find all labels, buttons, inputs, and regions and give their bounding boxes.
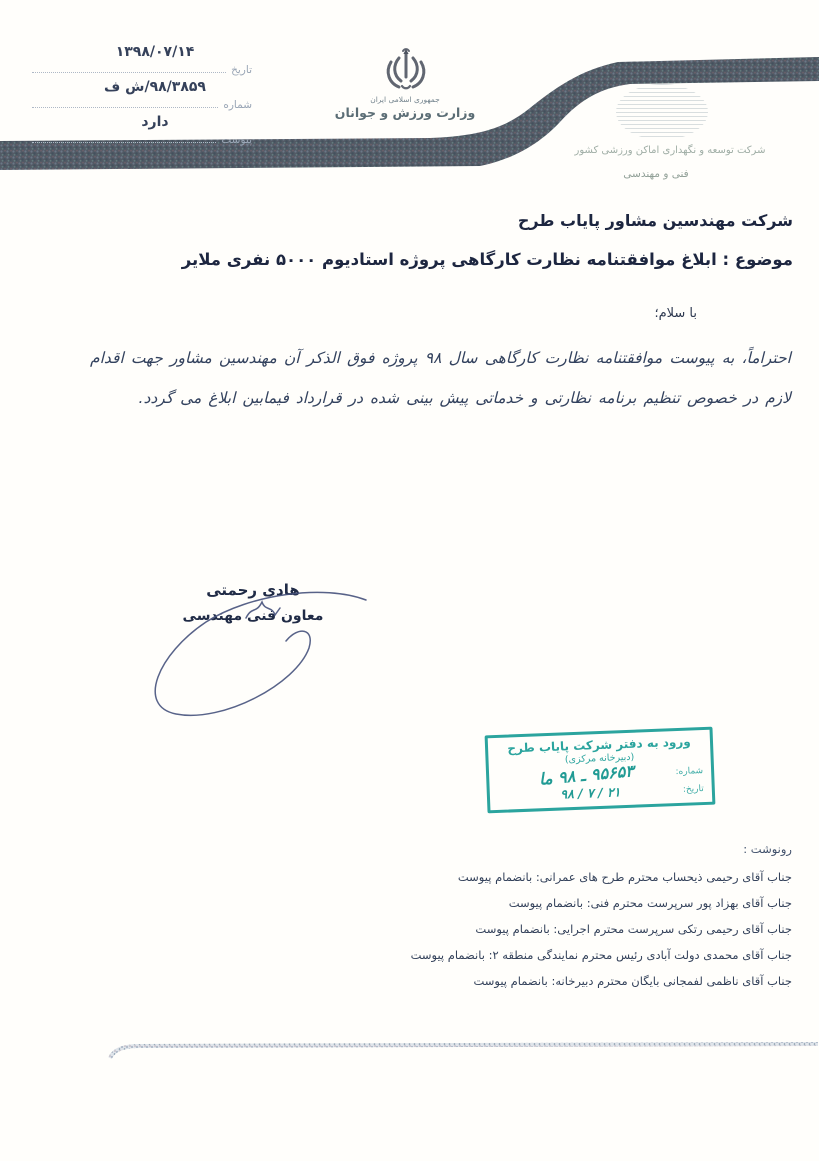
stamp-subtitle: (دبیرخانه مرکزی): [564, 751, 635, 766]
cc-item: جناب آقای ناظمی لفمجانی بایگان محترم دبیرخانه: بانضمام پیوست: [473, 974, 792, 988]
receipt-stamp: [485, 727, 716, 814]
letter-body: احتراماً، به پیوست موافقتنامه نظارت کارگاهی سال ۹۸ پروژه فوق الذکر آن مهندسین مشاور جهت اقدام لازم در خصوص تنظیم برنامه نظارتی و خدماتی پیش بینی شده در قرارداد فیمابین ابلاغ می گردد.: [90, 349, 791, 407]
handwritten-signature-icon: [128, 584, 378, 724]
company-name-line: شرکت توسعه و نگهداری اماکن ورزشی کشور: [574, 145, 766, 156]
stamp-date-value: ۲۱ / ۷ / ۹۸: [560, 784, 621, 802]
department-line: فنی و مهندسی: [623, 168, 689, 180]
company-logo-watermark: [616, 84, 708, 140]
meta-attachment-row: [32, 112, 252, 146]
stamp-date-label: تاریخ:: [682, 783, 704, 795]
attachment-value: دارد: [141, 114, 169, 130]
republic-caption: جمهوری اسلامی ایران: [370, 95, 440, 104]
stamp-number-value: ۹۵۶۵۳ ـ ۹۸ ما: [538, 761, 635, 789]
cc-item: جناب آقای محمدی دولت آبادی رئیس محترم نمایندگی منطقه ۲: بانضمام پیوست: [410, 948, 792, 962]
signer-name: هادی رحمتی: [206, 581, 300, 599]
footer-rule: [106, 1040, 819, 1062]
signer-title: معاون فنی مهندسی: [182, 608, 324, 624]
cc-item: جناب آقای رحیمی رتکی سرپرست محترم اجرایی: بانضمام پیوست: [475, 922, 792, 936]
number-label: شماره: [223, 99, 252, 111]
addressee-line: شرکت مهندسین مشاور پایاب طرح: [517, 211, 793, 230]
ministry-name: وزارت ورزش و جوانان: [334, 105, 476, 120]
dotted-leader: [32, 63, 226, 73]
cc-item: جناب آقای رحیمی ذیحساب محترم طرح های عمرانی: بانضمام پیوست: [457, 870, 792, 884]
date-value: ۱۳۹۸/۰۷/۱۴: [115, 44, 195, 60]
cc-item: جناب آقای بهزاد پور سرپرست محترم فنی: بانضمام پیوست: [508, 896, 792, 910]
attachment-label: پیوست: [221, 134, 252, 146]
meta-number-row: [32, 77, 252, 111]
letter-meta-block: [32, 42, 252, 147]
meta-date-row: [32, 42, 252, 76]
cc-block: [411, 836, 792, 994]
cc-header: رونوشت :: [743, 842, 792, 856]
stamp-number-label: شماره:: [675, 765, 704, 777]
date-label: تاریخ: [231, 64, 252, 76]
dotted-leader: [32, 98, 218, 108]
subject-line: موضوع : ابلاغ موافقتنامه نظارت کارگاهی پروژه استادیوم ۵۰۰۰ نفری ملایر: [181, 250, 793, 269]
salutation: با سلام؛: [654, 306, 697, 321]
dotted-leader: [32, 133, 216, 143]
number-value: ۹۸/۳۸۵۹/ش ف: [104, 79, 206, 95]
stamp-title: ورود به دفتر شرکت پایاب طرح: [507, 734, 691, 756]
iran-emblem-icon: [379, 45, 433, 95]
